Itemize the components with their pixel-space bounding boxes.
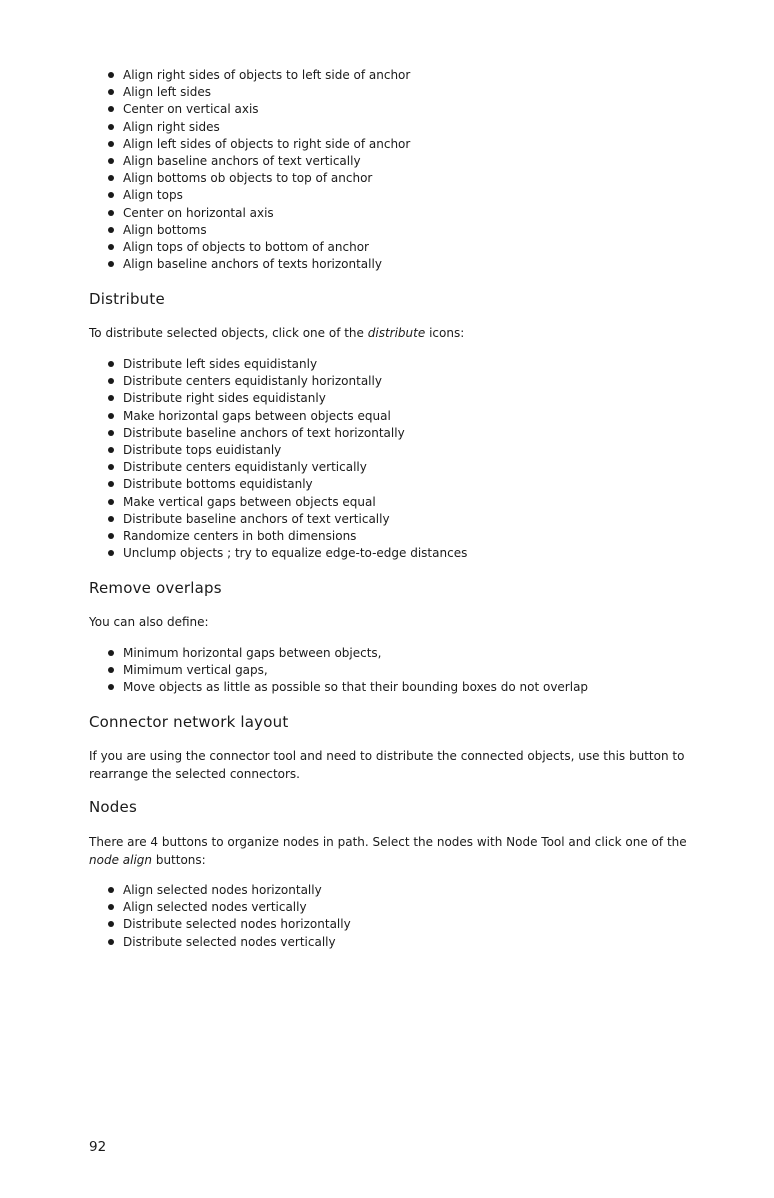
bullet-icon: [108, 89, 114, 95]
bullet-icon: [108, 939, 114, 945]
bullet-icon: [108, 158, 114, 164]
nodes-intro: There are 4 buttons to organize nodes in path. Select the nodes with Node Tool and click one of the node align buttons:: [89, 835, 687, 867]
list-item: Align left sides of objects to right side of anchor: [108, 136, 410, 153]
list-item: Distribute right sides equidistanly: [108, 390, 467, 407]
list-item: Mimimum vertical gaps,: [108, 662, 588, 679]
list-item: Distribute selected nodes horizontally: [108, 916, 351, 933]
bullet-icon: [108, 430, 114, 436]
nodes-heading: Nodes: [89, 798, 137, 816]
list-item: Align right sides: [108, 119, 410, 136]
nodes-list: [108, 882, 351, 951]
bullet-icon: [108, 550, 114, 556]
bullet-icon: [108, 378, 114, 384]
list-item: Align right sides of objects to left side of anchor: [108, 67, 410, 84]
bullet-icon: [108, 244, 114, 250]
list-item: Distribute selected nodes vertically: [108, 934, 351, 951]
connector-heading: Connector network layout: [89, 713, 289, 731]
bullet-icon: [108, 904, 114, 910]
bullet-icon: [108, 684, 114, 690]
bullet-icon: [108, 413, 114, 419]
bullet-icon: [108, 516, 114, 522]
list-item: Make vertical gaps between objects equal: [108, 494, 467, 511]
remove-overlaps-list: [108, 645, 588, 697]
distribute-heading: Distribute: [89, 290, 165, 308]
bullet-icon: [108, 72, 114, 78]
list-item: Center on horizontal axis: [108, 205, 410, 222]
list-item: Align bottoms ob objects to top of anchor: [108, 170, 410, 187]
distribute-list: [108, 356, 467, 562]
list-item: Center on vertical axis: [108, 101, 410, 118]
remove-overlaps-heading: Remove overlaps: [89, 579, 222, 597]
distribute-intro: To distribute selected objects, click one of the distribute icons:: [89, 326, 465, 340]
list-item: Distribute tops euidistanly: [108, 442, 467, 459]
bullet-icon: [108, 227, 114, 233]
bullet-icon: [108, 481, 114, 487]
bullet-icon: [108, 124, 114, 130]
list-item: Distribute baseline anchors of text horizontally: [108, 425, 467, 442]
bullet-icon: [108, 395, 114, 401]
bullet-icon: [108, 887, 114, 893]
bullet-icon: [108, 175, 114, 181]
list-item: Distribute baseline anchors of text vertically: [108, 511, 467, 528]
bullet-icon: [108, 361, 114, 367]
list-item: Align baseline anchors of texts horizontally: [108, 256, 410, 273]
list-item: Unclump objects ; try to equalize edge-to-edge distances: [108, 545, 467, 562]
list-item: Distribute bottoms equidistanly: [108, 476, 467, 493]
align-list: [108, 67, 410, 273]
list-item: Align selected nodes horizontally: [108, 882, 351, 899]
list-item: Align selected nodes vertically: [108, 899, 351, 916]
list-item: Align baseline anchors of text vertically: [108, 153, 410, 170]
list-item: Align bottoms: [108, 222, 410, 239]
bullet-icon: [108, 464, 114, 470]
bullet-icon: [108, 192, 114, 198]
list-item: Align tops: [108, 187, 410, 204]
bullet-icon: [108, 650, 114, 656]
connector-paragraph: If you are using the connector tool and need to distribute the connected objects, use this button to rearrange the selected connectors.: [89, 749, 685, 781]
list-item: Distribute centers equidistanly vertically: [108, 459, 467, 476]
list-item: Minimum horizontal gaps between objects,: [108, 645, 588, 662]
bullet-icon: [108, 921, 114, 927]
bullet-icon: [108, 141, 114, 147]
list-item: Move objects as little as possible so that their bounding boxes do not overlap: [108, 679, 588, 696]
bullet-icon: [108, 261, 114, 267]
bullet-icon: [108, 447, 114, 453]
bullet-icon: [108, 499, 114, 505]
bullet-icon: [108, 106, 114, 112]
remove-overlaps-intro: You can also define:: [89, 615, 209, 629]
list-item: Make horizontal gaps between objects equal: [108, 408, 467, 425]
list-item: Distribute left sides equidistanly: [108, 356, 467, 373]
list-item: Align tops of objects to bottom of anchor: [108, 239, 410, 256]
list-item: Randomize centers in both dimensions: [108, 528, 467, 545]
bullet-icon: [108, 210, 114, 216]
bullet-icon: [108, 533, 114, 539]
page-number: 92: [89, 1139, 107, 1155]
bullet-icon: [108, 667, 114, 673]
list-item: Align left sides: [108, 84, 410, 101]
list-item: Distribute centers equidistanly horizontally: [108, 373, 467, 390]
